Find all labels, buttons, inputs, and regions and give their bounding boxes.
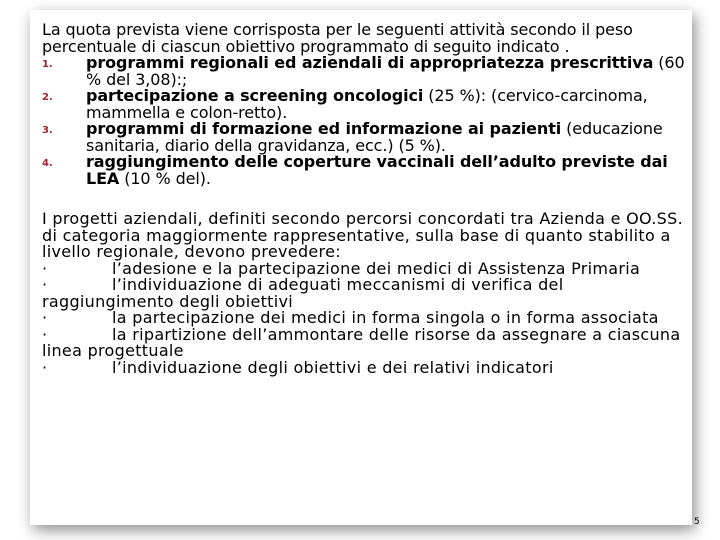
objective-number: 3. [42,125,53,136]
bullet-text: l’individuazione di adeguati meccanismi di verifica del raggiungimento degli obiettivi [42,275,564,311]
objective-number: 1. [42,59,53,70]
objective-number: 4. [42,158,53,169]
objective-title: programmi di formazione ed informazione ai pazienti [86,119,562,138]
objective-item [42,88,692,121]
bullet-item [42,357,692,377]
bullet-dot-icon: · [42,324,48,344]
intro-paragraph: La quota prevista viene corrisposta per le seguenti attività secondo il peso percentuale di ciascun obiettivo programmato di seguito indicato . [42,20,633,56]
projects-paragraph [42,211,692,376]
page-number: 5 [694,517,700,527]
bullet-item [42,324,692,360]
bullet-item [42,277,692,310]
objectives-list [42,55,692,187]
objective-title: partecipazione a screening oncologici [86,86,424,105]
objective-detail: (10 % del). [119,168,211,188]
bullet-dot-icon: · [42,357,48,377]
bullet-text: l’adesione e la partecipazione dei medici di Assistenza Primaria [112,258,641,278]
bullet-text: l’individuazione degli obiettivi e dei relativi indicatori [112,357,554,377]
objective-item [42,154,692,187]
bullet-dot-icon: · [42,308,48,327]
bullet-text: la partecipazione dei medici in forma singola o in forma associata [112,308,659,327]
objective-item [42,121,692,154]
objective-number: 2. [42,92,53,103]
objective-title: programmi regionali ed aziendali di appropriatezza prescrittiva [86,53,654,72]
bullet-dot-icon: · [42,275,48,294]
objective-item [42,55,692,88]
slide-content [42,22,692,376]
objective-detail: (25 %): (cervico-carcinoma, mammella e colon-retto). [86,86,648,122]
bullet-dot-icon: · [42,258,48,278]
objective-title: raggiungimento delle coperture vaccinali dell’adulto previste dai LEA [86,152,668,188]
objective-detail: (60 % del 3,08):; [86,53,685,89]
projects-intro: I progetti aziendali, definiti secondo percorsi concordati tra Azienda e OO.SS. di categoria maggiormente rappresentative, sulla base di quanto stabilito a livello regionale, devono prevedere: [42,209,683,261]
bullet-text: la ripartizione dell’ammontare delle risorse da assegnare a ciascuna linea progettuale [42,324,681,360]
objective-detail: (educazione sanitaria, diario della gravidanza, ecc.) (5 %). [86,119,663,155]
